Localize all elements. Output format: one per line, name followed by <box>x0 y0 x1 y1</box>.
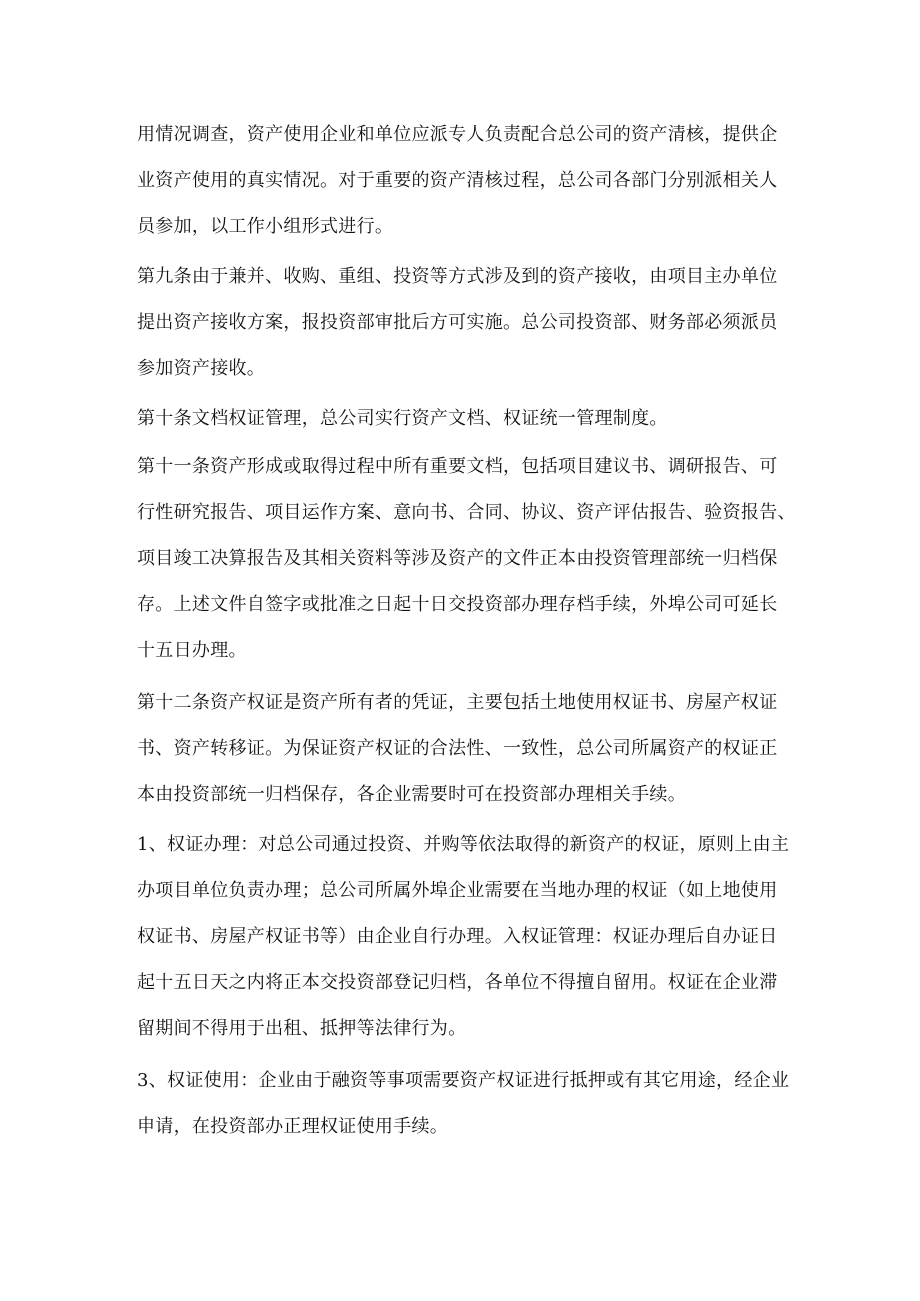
text-line: 提出资产接收方案，报投资部审批后方可实施。总公司投资部、财务部必须派员 <box>137 312 778 333</box>
text-line: 起十五日天之内将正本交投资部登记归档，各单位不得擅自留用。权证在企业滞 <box>137 972 778 993</box>
paragraph-article-9 <box>137 254 797 392</box>
text-line: 本由投资部统一归档保存，各企业需要时可在投资部办理相关手续。 <box>137 784 686 805</box>
text-line: 书、资产转移证。为保证资产权证的合法性、一致性，总公司所属资产的权证正 <box>137 738 778 759</box>
paragraph-continuation <box>137 112 797 250</box>
text-line: 参加资产接收。 <box>137 358 266 379</box>
text-line: 3、权证使用：企业由于融资等事项需要资产权证进行抵押或有其它用途，经企业 <box>137 1070 790 1091</box>
text-line: 1、权证办理：对总公司通过投资、并购等依法取得的新资产的权证，原则上由主 <box>137 834 790 855</box>
paragraph-article-12 <box>137 680 797 818</box>
text-line: 第十条文档权证管理，总公司实行资产文档、权证统一管理制度。 <box>137 408 668 429</box>
text-line: 第九条由于兼并、收购、重组、投资等方式涉及到的资产接收，由项目主办单位 <box>137 266 778 287</box>
text-line: 留期间不得用于出租、抵押等法律行为。 <box>137 1018 467 1039</box>
text-line: 行性研究报告、项目运作方案、意向书、合同、协议、资产评估报告、验资报告、 <box>137 502 796 523</box>
text-line: 办项目单位负责办理；总公司所属外埠企业需要在当地办理的权证（如上地使用 <box>137 880 778 901</box>
text-line: 项目竣工决算报告及其相关资料等涉及资产的文件正本由投资管理部统一归档保 <box>137 548 778 569</box>
text-line: 第十二条资产权证是资产所有者的凭证，主要包括土地使用权证书、房屋产权证 <box>137 692 778 713</box>
text-line: 十五日办理。 <box>137 640 247 661</box>
text-line: 业资产使用的真实情况。对于重要的资产清核过程，总公司各部门分别派相关人 <box>137 170 778 191</box>
text-line: 存。上述文件自签字或批准之日起十日交投资部办理存档手续，外埠公司可延长 <box>137 594 778 615</box>
text-line: 申请，在投资部办正理权证使用手续。 <box>137 1116 449 1137</box>
paragraph-article-11 <box>137 444 797 674</box>
paragraph-item-1 <box>137 822 797 1052</box>
text-line: 权证书、房屋产权证书等）由企业自行办理。入权证管理：权证办理后自办证日 <box>137 926 778 947</box>
paragraph-item-3 <box>137 1058 797 1150</box>
text-line: 用情况调查，资产使用企业和单位应派专人负责配合总公司的资产清核，提供企 <box>137 124 778 145</box>
text-line: 第十一条资产形成或取得过程中所有重要文档，包括项目建议书、调研报告、可 <box>137 456 778 477</box>
text-line: 员参加，以工作小组形式进行。 <box>137 216 394 237</box>
paragraph-article-10 <box>137 396 797 442</box>
